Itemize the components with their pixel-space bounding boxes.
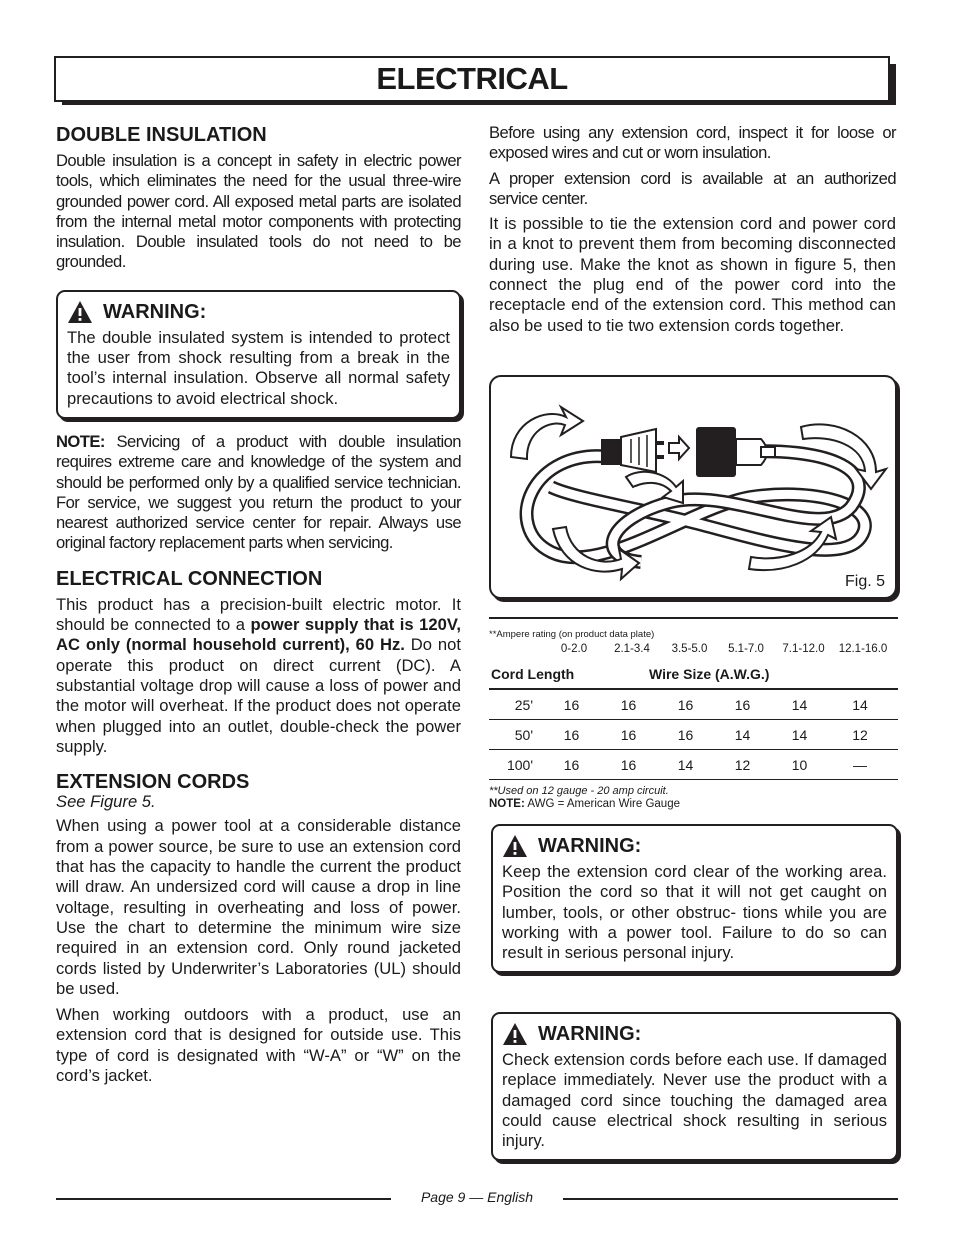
footer-rule-left bbox=[56, 1198, 391, 1200]
table-row bbox=[489, 720, 898, 750]
warning-title: WARNING: bbox=[103, 300, 207, 323]
warning-triangle-icon bbox=[502, 1022, 528, 1046]
table-top-rule bbox=[489, 617, 898, 619]
wire-size-cell: 14 bbox=[852, 696, 868, 713]
warning-box-cord-clear bbox=[491, 824, 898, 973]
extension-cords-body-1: When using a power tool at a considerable distance from a power source, be sure to use an extension cord that has the capacity to handle the current the product will draw. An undersized cord will cause a drop in line voltage, resulting in overheating and loss of power. Use the chart to determine the minimum wire size required in an extension cord. Only round jacketed cords listed by Underwriter’s Laboratories (UL) should be used. bbox=[56, 816, 461, 998]
electrical-connection-heading: ELECTRICAL CONNECTION bbox=[56, 567, 323, 590]
col-header-cord-length: Cord Length bbox=[491, 666, 575, 682]
warning-title: WARNING: bbox=[538, 835, 642, 857]
ampere-rating-note: **Ampere rating (on product data plate) bbox=[489, 629, 655, 640]
warning-triangle-icon bbox=[67, 300, 93, 324]
wire-size-cell: — bbox=[853, 756, 867, 773]
inspect-cord-text: Before using any extension cord, inspect it for loose or exposed wires and cut or worn insulation. bbox=[489, 123, 896, 163]
awg-note bbox=[489, 798, 898, 810]
table-row bbox=[489, 690, 898, 720]
wire-size-cell: 12 bbox=[734, 756, 751, 773]
warning-title-row bbox=[502, 834, 887, 858]
col-header-wire-size: Wire Size (A.W.G.) bbox=[649, 666, 770, 682]
wire-size-cell: 14 bbox=[677, 756, 694, 773]
extension-cords-heading: EXTENSION CORDS bbox=[56, 771, 250, 794]
wire-size-cell: 12 bbox=[852, 726, 868, 743]
wire-size-cell: 16 bbox=[620, 696, 637, 713]
double-insulation-body: Double insulation is a concept in safety in electric power tools, which eliminates the need for the usual three-wire grounded power cord. All exposed metal parts are isolated from the internal metal motor components with protecting insulation. Double insulated tools do not need to be grounded. bbox=[56, 151, 461, 272]
amp-range: 0-2.0 bbox=[560, 643, 588, 655]
wire-size-cell: 16 bbox=[734, 696, 751, 713]
page-title: ELECTRICAL bbox=[376, 61, 568, 96]
warning-body: The double insulated system is intended to protect the user from shock resulting from a break in the tool’s internal insulation. Observe all normal safety precautions to avoid electrical shock. bbox=[67, 327, 450, 408]
note-label: NOTE: bbox=[56, 431, 105, 451]
extension-cords-body-2: When working outdoors with a product, use an extension cord that is designed for outside use. This type of cord is designated with “W-A” or “W” on the cord’s jacket. bbox=[56, 1005, 461, 1085]
amp-range: 2.1-3.4 bbox=[614, 643, 650, 655]
warning-box-double-insulation bbox=[56, 290, 461, 419]
cord-knot-illustration bbox=[491, 377, 895, 597]
table-footnote: **Used on 12 gauge - 20 amp circuit. bbox=[489, 785, 669, 797]
warning-title: WARNING: bbox=[538, 1023, 642, 1045]
service-note bbox=[56, 432, 461, 554]
warning-title-row bbox=[67, 300, 450, 324]
connection-text-bold: power supply that is 120V, AC only (normal household current), 60 Hz. bbox=[56, 615, 461, 655]
warning-title-row bbox=[502, 1022, 887, 1046]
see-figure-ref: See Figure 5. bbox=[56, 792, 156, 812]
table-row bbox=[489, 750, 898, 780]
electrical-connection-body bbox=[56, 595, 461, 757]
wire-size-cell: 16 bbox=[677, 726, 694, 743]
connection-text-a: This product has a precision-built electric motor. It should be connected to a bbox=[56, 594, 461, 635]
wire-size-cell: 16 bbox=[620, 726, 637, 743]
wire-size-cell: 14 bbox=[734, 726, 751, 743]
page-footer bbox=[0, 1188, 954, 1208]
wire-size-cell: 14 bbox=[791, 726, 808, 743]
service-center-text: A proper extension cord is available at an authorized service center. bbox=[489, 168, 896, 208]
awg-note-label: NOTE: bbox=[489, 798, 525, 810]
wire-size-cell: 14 bbox=[791, 696, 808, 713]
section-header bbox=[54, 56, 890, 102]
table-header-row bbox=[489, 657, 898, 690]
amp-range: 7.1-12.0 bbox=[782, 643, 825, 655]
page-number: Page 9 — English bbox=[420, 1189, 534, 1205]
wire-size-cell: 16 bbox=[677, 696, 694, 713]
figure-label: Fig. 5 bbox=[844, 573, 885, 590]
warning-body: Keep the extension cord clear of the working area. Position the cord so that it will not get caught on lumber, tools, or other obstruc- tions while you are working with a power tool. Failure to do so can result in serious personal injury. bbox=[502, 862, 887, 963]
cord-length-cell: 50' bbox=[514, 726, 533, 743]
right-column bbox=[489, 123, 896, 336]
figure-5-cord-knot bbox=[489, 375, 897, 599]
awg-note-text: AWG = American Wire Gauge bbox=[524, 798, 680, 810]
cord-length-cell: 100' bbox=[506, 756, 533, 773]
wire-size-cell: 16 bbox=[563, 756, 580, 773]
extension-cord-table bbox=[489, 617, 898, 810]
wire-size-cell: 16 bbox=[620, 756, 637, 773]
double-insulation-heading: DOUBLE INSULATION bbox=[56, 124, 267, 146]
note-body: Servicing of a product with double insulation requires extreme care and knowledge of the system and should be performed only by a qualified service technician. For service, we suggest you return the product to your nearest authorized service center for repair. Always use original factory replacement parts when servicing. bbox=[56, 431, 461, 553]
knot-instructions-text: It is possible to tie the extension cord and power cord in a knot to prevent them from becoming disconnected during use. Make the knot as shown in figure 5, then connect the plug end of the power cord into the receptacle end of the extension cord. This method can also be used to tie two extension cords together. bbox=[489, 214, 896, 335]
connection-text-b: Do not operate this product on direct current (DC). A substantial voltage drop will cause a loss of power and the motor will overheat. If the product does not operate when plugged into an outlet, double-check the power supply. bbox=[56, 635, 461, 756]
wire-size-cell: 16 bbox=[563, 726, 580, 743]
amp-range: 12.1-16.0 bbox=[838, 643, 888, 655]
wire-size-cell: 16 bbox=[563, 696, 580, 713]
cord-length-cell: 25' bbox=[514, 696, 533, 713]
left-column bbox=[56, 123, 461, 1086]
ampere-ranges-row bbox=[489, 643, 898, 655]
amp-spacer bbox=[489, 643, 545, 655]
amp-range: 3.5-5.0 bbox=[671, 643, 708, 655]
warning-body: Check extension cords before each use. If damaged replace immediately. Never use the product with a damaged cord since touching the damaged area could cause electrical shock resulting in serious injury. bbox=[502, 1050, 887, 1151]
amp-range: 5.1-7.0 bbox=[728, 643, 764, 655]
footer-rule-right bbox=[563, 1198, 898, 1200]
warning-triangle-icon bbox=[502, 834, 528, 858]
wire-size-cell: 10 bbox=[791, 756, 808, 773]
warning-box-check-cords bbox=[491, 1012, 898, 1161]
